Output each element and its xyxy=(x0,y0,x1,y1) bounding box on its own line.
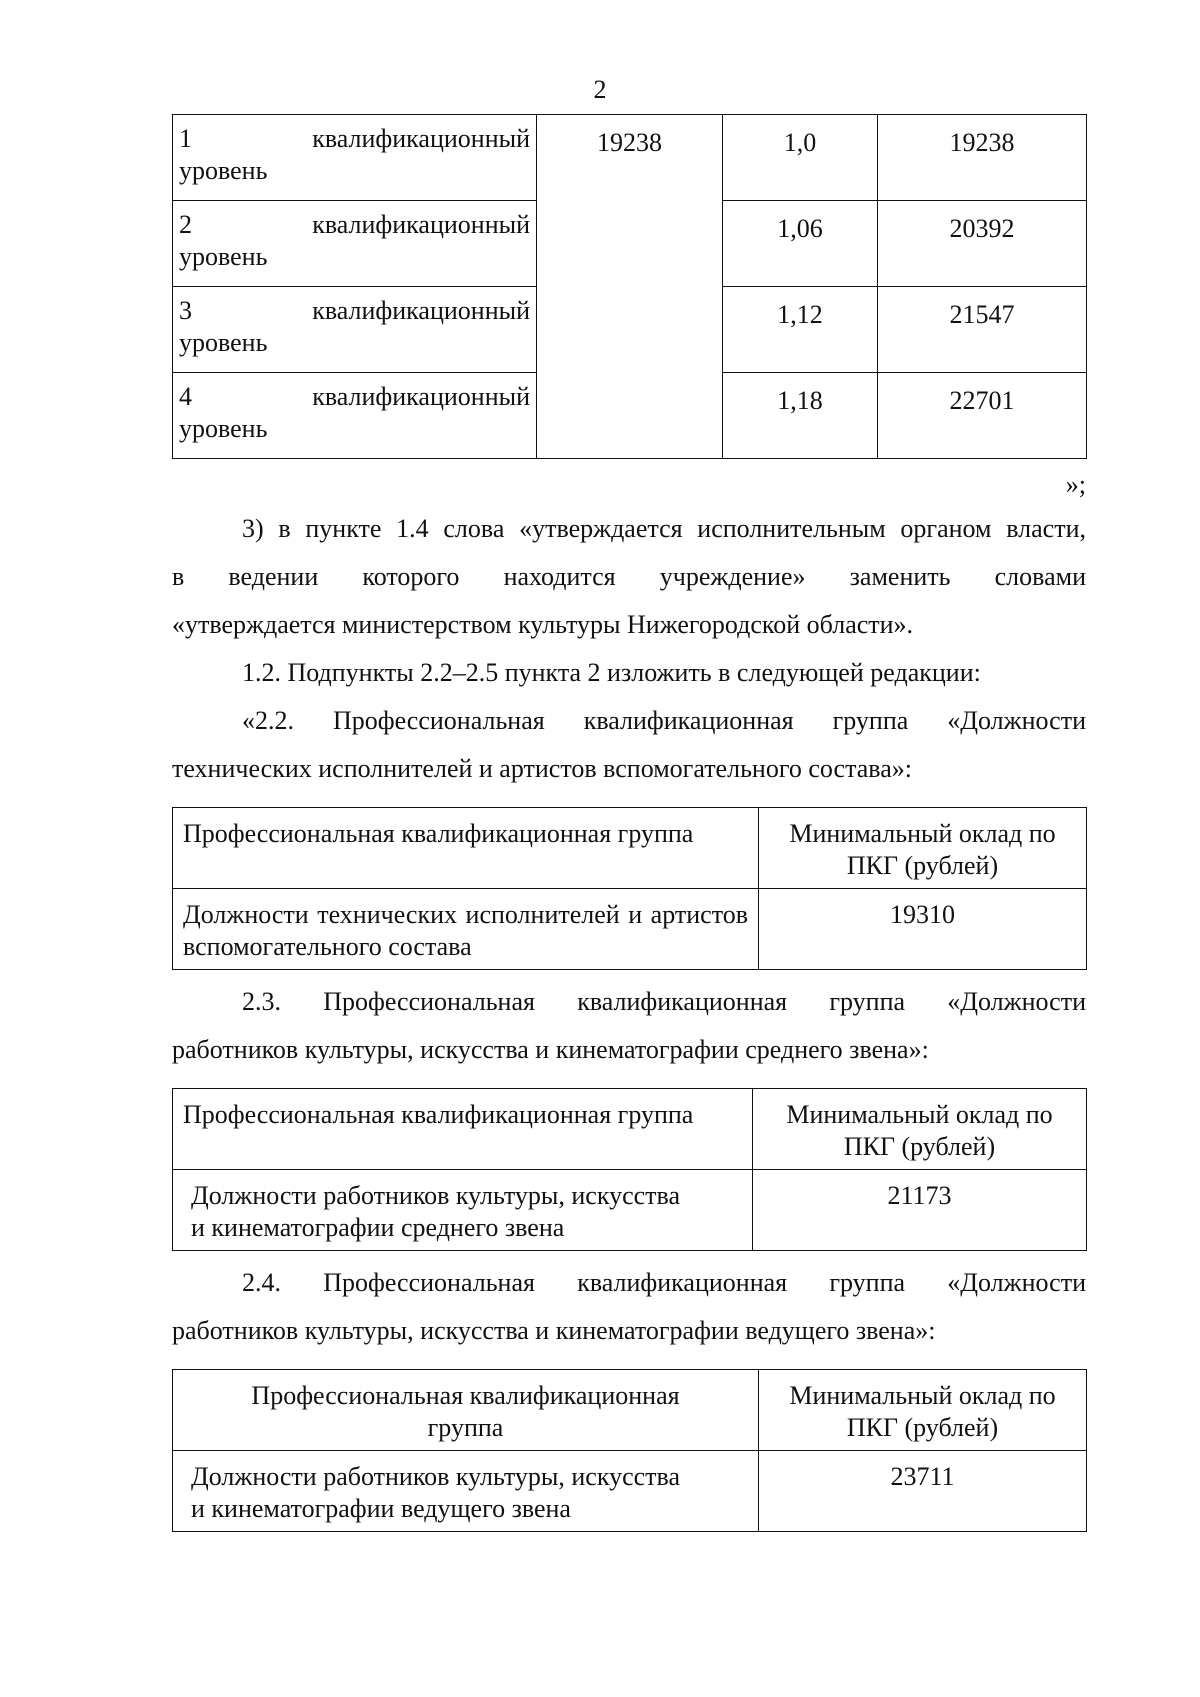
group-name-cell xyxy=(173,1451,759,1532)
coefficient-cell: 1,0 xyxy=(723,115,878,201)
header-group-cell xyxy=(173,1370,759,1451)
header-salary-cell xyxy=(759,1370,1087,1451)
level-tail: уровень xyxy=(179,328,268,357)
group-name-line: Должности работников культуры, искусства xyxy=(191,1181,680,1210)
coefficient-cell: 1,12 xyxy=(723,287,878,373)
paragraph-2-4-line: работников культуры, искусства и кинематографии ведущего звена»: xyxy=(172,1316,936,1345)
level-word: квалификационный xyxy=(312,124,530,153)
table-row xyxy=(173,1451,1087,1532)
document-body xyxy=(172,114,1086,1540)
paragraph-2-2-line: «2.2. Профессиональная квалификационная группа «Должности xyxy=(242,706,1086,735)
header-group-cell: Профессиональная квалификационная группа xyxy=(173,1089,753,1170)
level-word: квалификационный xyxy=(312,296,530,325)
paragraph-3-line: 3) в пункте 1.4 слова «утверждается исполнительным органом власти, xyxy=(242,514,1086,543)
level-number: 3 xyxy=(179,296,192,325)
paragraph-2-3-line: работников культуры, искусства и кинематографии среднего звена»: xyxy=(172,1035,929,1064)
table-2-4 xyxy=(172,1369,1087,1532)
table-2-3 xyxy=(172,1088,1087,1251)
level-tail: уровень xyxy=(179,414,268,443)
paragraph-2-3-line: 2.3. Профессиональная квалификационная группа «Должности xyxy=(242,987,1086,1016)
level-cell xyxy=(173,115,537,201)
group-name-line: и кинематографии ведущего звена xyxy=(191,1494,571,1523)
qualification-levels-table xyxy=(172,114,1087,459)
salary-cell: 21547 xyxy=(878,287,1087,373)
header-salary-line: Минимальный оклад по xyxy=(786,1100,1053,1129)
closing-quote: »; xyxy=(1065,470,1086,499)
header-salary-line: ПКГ (рублей) xyxy=(843,1132,996,1161)
table-2-2 xyxy=(172,807,1087,970)
table-header-row xyxy=(173,808,1087,889)
paragraph-1-2: 1.2. Подпункты 2.2–2.5 пункта 2 изложить в следующей редакции: xyxy=(242,658,981,687)
level-number: 2 xyxy=(179,210,192,239)
page-number: 2 xyxy=(593,75,607,104)
level-cell xyxy=(173,373,537,459)
header-salary-line: Минимальный оклад по xyxy=(789,819,1056,848)
paragraph-2-4-line: 2.4. Профессиональная квалификационная группа «Должности xyxy=(242,1268,1086,1297)
salary-cell: 19238 xyxy=(878,115,1087,201)
level-word: квалификационный xyxy=(312,382,530,411)
header-salary-line: Минимальный оклад по xyxy=(789,1381,1056,1410)
salary-value-cell: 19310 xyxy=(759,889,1087,970)
level-number: 4 xyxy=(179,382,192,411)
table-header-row xyxy=(173,1089,1087,1170)
table-row xyxy=(173,115,1087,201)
salary-cell: 20392 xyxy=(878,201,1087,287)
group-name-line: и кинематографии среднего звена xyxy=(191,1213,565,1242)
header-group-line: Профессиональная квалификационная xyxy=(251,1381,680,1410)
salary-cell: 22701 xyxy=(878,373,1087,459)
base-salary-cell: 19238 xyxy=(537,115,723,459)
header-group-cell: Профессиональная квалификационная группа xyxy=(173,808,759,889)
coefficient-cell: 1,18 xyxy=(723,373,878,459)
paragraph-3-line: «утверждается министерством культуры Нижегородской области». xyxy=(172,610,914,639)
group-name-cell xyxy=(173,1170,753,1251)
level-tail: уровень xyxy=(179,156,268,185)
group-name-cell: Должности технических исполнителей и артистов вспомогательного состава xyxy=(173,889,759,970)
level-cell xyxy=(173,201,537,287)
header-salary-line: ПКГ (рублей) xyxy=(846,851,999,880)
header-salary-cell xyxy=(759,808,1087,889)
paragraph-3-line: в ведении которого находится учреждение» заменить словами xyxy=(172,562,1086,591)
salary-value-cell: 21173 xyxy=(753,1170,1087,1251)
level-cell xyxy=(173,287,537,373)
header-salary-line: ПКГ (рублей) xyxy=(846,1413,999,1442)
level-word: квалификационный xyxy=(312,210,530,239)
salary-value-cell: 23711 xyxy=(759,1451,1087,1532)
level-number: 1 xyxy=(179,124,192,153)
table-header-row xyxy=(173,1370,1087,1451)
header-salary-cell xyxy=(753,1089,1087,1170)
paragraph-2-2-line: технических исполнителей и артистов вспомогательного состава»: xyxy=(172,754,912,783)
group-name-line: Должности работников культуры, искусства xyxy=(191,1462,680,1491)
header-group-line: группа xyxy=(427,1413,504,1442)
table-row xyxy=(173,1170,1087,1251)
level-tail: уровень xyxy=(179,242,268,271)
table-row xyxy=(173,889,1087,970)
coefficient-cell: 1,06 xyxy=(723,201,878,287)
